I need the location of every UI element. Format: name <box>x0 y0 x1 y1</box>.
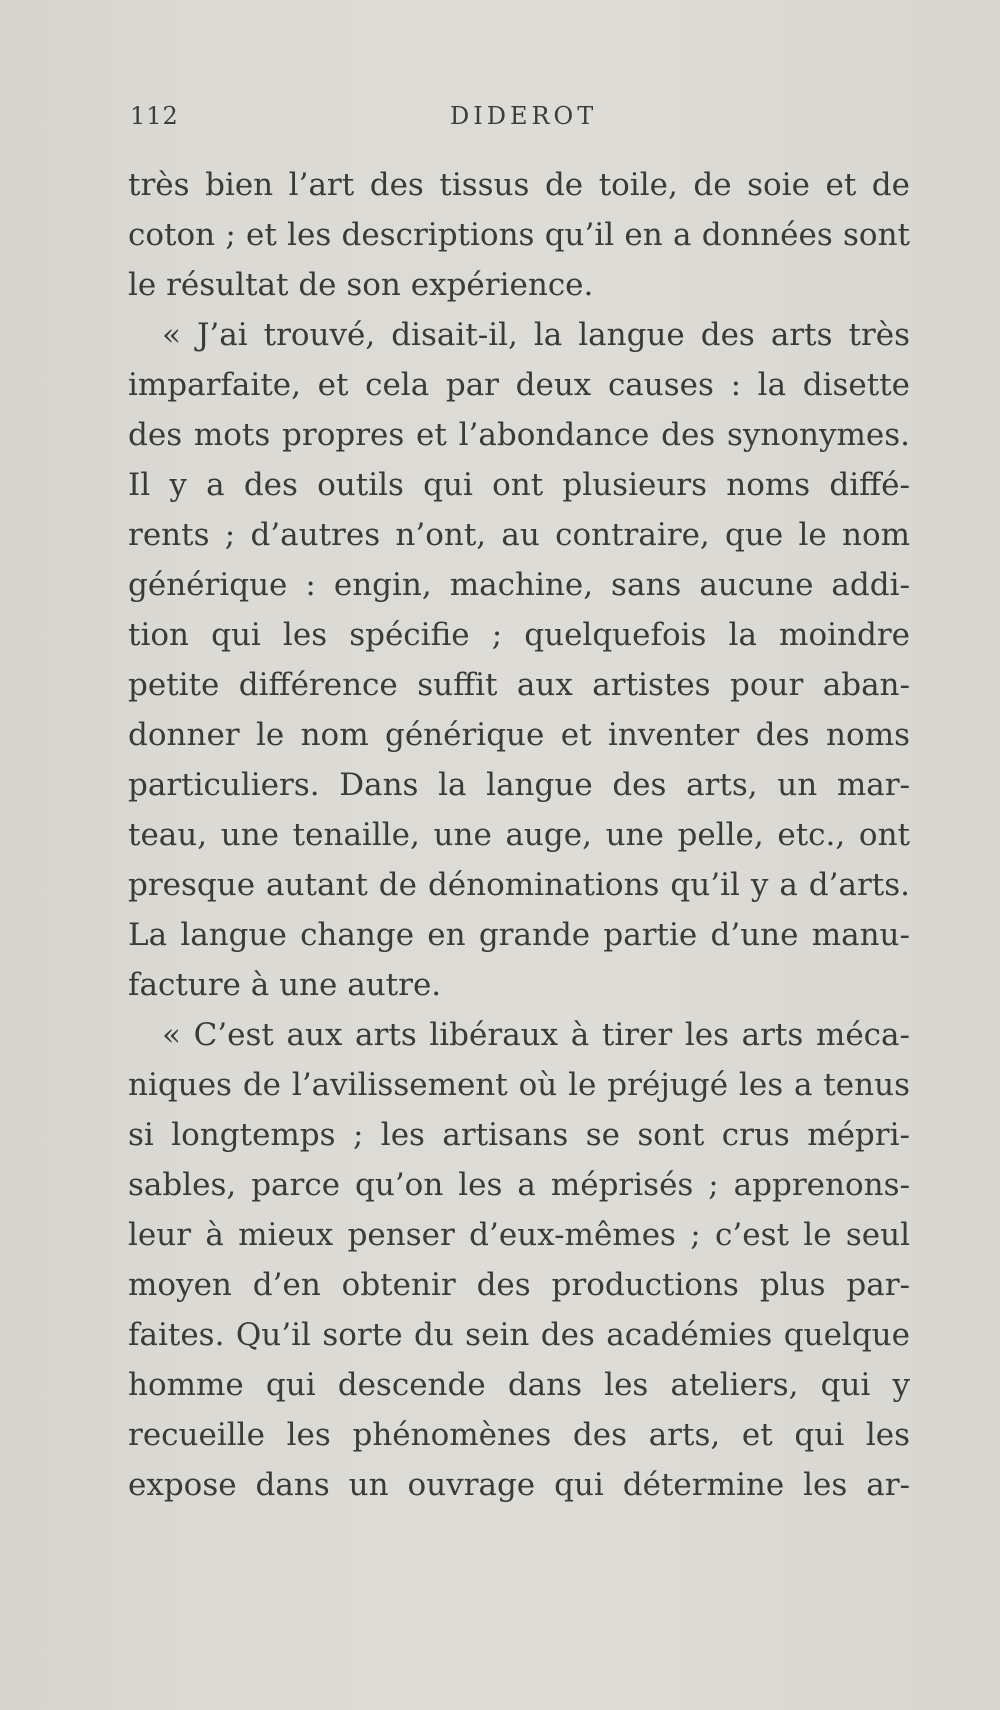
text-line: homme qui descende dans les ateliers, qui y <box>128 1367 910 1403</box>
text-line: si longtemps ; les artisans se sont crus mépri- <box>128 1117 910 1153</box>
text-line: imparfaite, et cela par deux causes : la disette <box>128 367 910 403</box>
text-line: presque autant de dénominations qu’il y a d’arts. <box>128 867 910 903</box>
text-line: coton ; et les descriptions qu’il en a données sont <box>128 217 910 253</box>
text-line: rents ; d’autres n’ont, au contraire, que le nom <box>128 517 910 553</box>
text-line: faites. Qu’il sorte du sein des académies quelque <box>128 1317 910 1353</box>
text-line: particuliers. Dans la langue des arts, un mar- <box>128 767 910 803</box>
text-line: « C’est aux arts libéraux à tirer les arts méca- <box>162 1017 910 1053</box>
text-line: Il y a des outils qui ont plusieurs noms diffé- <box>128 467 910 503</box>
body-text <box>128 160 910 1510</box>
text-line: des mots propres et l’abondance des synonymes. <box>128 417 910 453</box>
page-header <box>130 102 910 142</box>
page-number: 112 <box>130 102 179 130</box>
text-line: La langue change en grande partie d’une manu- <box>128 917 910 953</box>
text-line: « J’ai trouvé, disait-il, la langue des arts très <box>162 317 910 353</box>
text-line: donner le nom générique et inventer des noms <box>128 717 910 753</box>
text-line: facture à une autre. <box>128 967 442 1003</box>
text-line: recueille les phénomènes des arts, et qui les <box>128 1417 910 1453</box>
text-line: leur à mieux penser d’eux-mêmes ; c’est le seul <box>128 1217 910 1253</box>
text-line: expose dans un ouvrage qui détermine les ar- <box>128 1467 910 1503</box>
text-line: tion qui les spécifie ; quelquefois la moindre <box>128 617 910 653</box>
text-line: le résultat de son expérience. <box>128 267 594 303</box>
text-line: sables, parce qu’on les a méprisés ; apprenons- <box>128 1167 910 1203</box>
running-title: DIDEROT <box>450 102 598 130</box>
text-line: moyen d’en obtenir des productions plus par- <box>128 1267 910 1303</box>
text-line: générique : engin, machine, sans aucune addi- <box>128 567 910 603</box>
text-line: niques de l’avilissement où le préjugé les a tenus <box>128 1067 910 1103</box>
text-line: petite différence suffit aux artistes pour aban- <box>128 667 910 703</box>
text-line: très bien l’art des tissus de toile, de soie et de <box>128 167 910 203</box>
text-line: teau, une tenaille, une auge, une pelle, etc., ont <box>128 817 910 853</box>
